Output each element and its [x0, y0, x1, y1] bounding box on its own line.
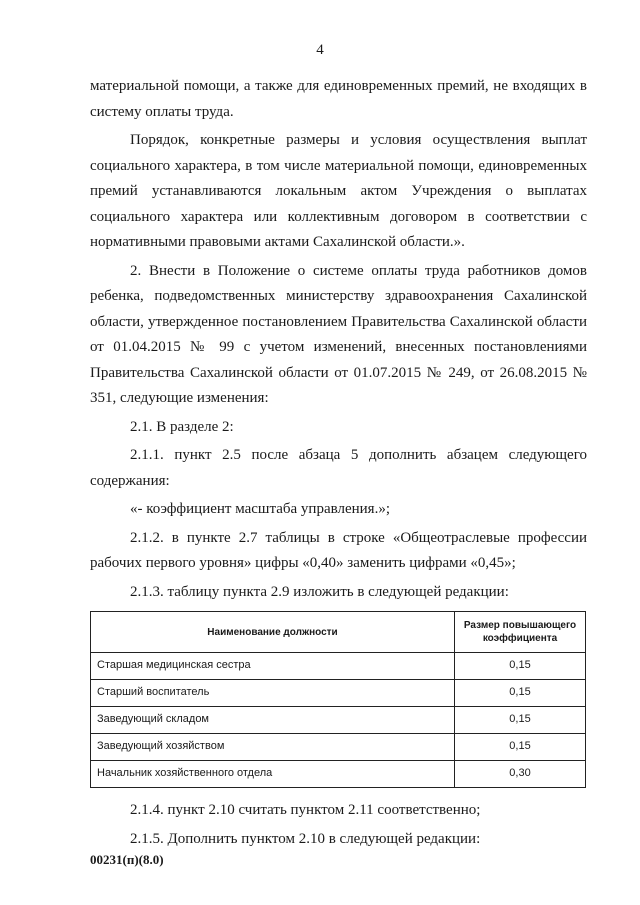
table-header-row — [91, 612, 586, 653]
coefficient-value: 0,15 — [455, 680, 586, 707]
paragraph-item-2-1-3: 2.1.3. таблицу пункта 2.9 изложить в следующей редакции: — [130, 583, 509, 600]
paragraph-item-2-1-5: 2.1.5. Дополнить пунктом 2.10 в следующей редакции: — [130, 830, 481, 847]
page-number: 4 — [316, 42, 324, 58]
coefficient-value: 0,30 — [455, 761, 586, 788]
position-name: Старшая медицинская сестра — [91, 653, 455, 680]
paragraph-continuation: материальной помощи, а также для единовременных премий, не входящих в систему оплаты труда. — [90, 78, 587, 120]
paragraph-item-2: 2. Внести в Положение о системе оплаты труда работников домов ребенка, подведомственных министерству здравоохранения Сахалинской области, утвержденное постановлением Правительства Сахалинской области от 01.04.2015 № 99 с учетом изменений, внесенных постановлениями Правительства Сахалинской области от 01.07.2015 № 249, от 26.08.2015 № 351, следующие изменения: — [90, 262, 587, 406]
table-row — [91, 707, 586, 734]
header-position-name: Наименование должности — [91, 612, 455, 653]
paragraph-quote: «- коэффициент масштаба управления.»; — [130, 501, 391, 517]
position-name: Начальник хозяйственного отдела — [91, 761, 455, 788]
coefficient-value: 0,15 — [455, 653, 586, 680]
position-name: Заведующий складом — [91, 707, 455, 734]
table-row — [91, 653, 586, 680]
coefficient-value: 0,15 — [455, 734, 586, 761]
table-row — [91, 734, 586, 761]
paragraph-item-2-1: 2.1. В разделе 2: — [130, 418, 234, 435]
footer-document-code: 00231(п)(8.0) — [90, 852, 164, 867]
position-name: Старший воспитатель — [91, 680, 455, 707]
table-row — [91, 761, 586, 788]
paragraph-item-2-1-1: 2.1.1. пункт 2.5 после абзаца 5 дополнить абзацем следующего содержания: — [90, 447, 587, 489]
document-body — [90, 74, 587, 852]
paragraph-social-payments: Порядок, конкретные размеры и условия осуществления выплат социального характера, в том числе материальной помощи, единовременных премий устанавливаются локальным актом Учреждения о выплатах социального характера или коллективным договором в соответствии с нормативными правовыми актами Сахалинской области.». — [90, 132, 587, 250]
header-coefficient: Размер повышающего коэффициента — [455, 612, 586, 653]
coefficient-table — [90, 611, 586, 788]
paragraph-item-2-1-4: 2.1.4. пункт 2.10 считать пунктом 2.11 соответственно; — [130, 802, 481, 818]
position-name: Заведующий хозяйством — [91, 734, 455, 761]
coefficient-value: 0,15 — [455, 707, 586, 734]
paragraph-item-2-1-2: 2.1.2. в пункте 2.7 таблицы в строке «Общеотраслевые профессии рабочих первого уровня» цифры «0,40» заменить цифрами «0,45»; — [90, 529, 587, 571]
table-row — [91, 680, 586, 707]
